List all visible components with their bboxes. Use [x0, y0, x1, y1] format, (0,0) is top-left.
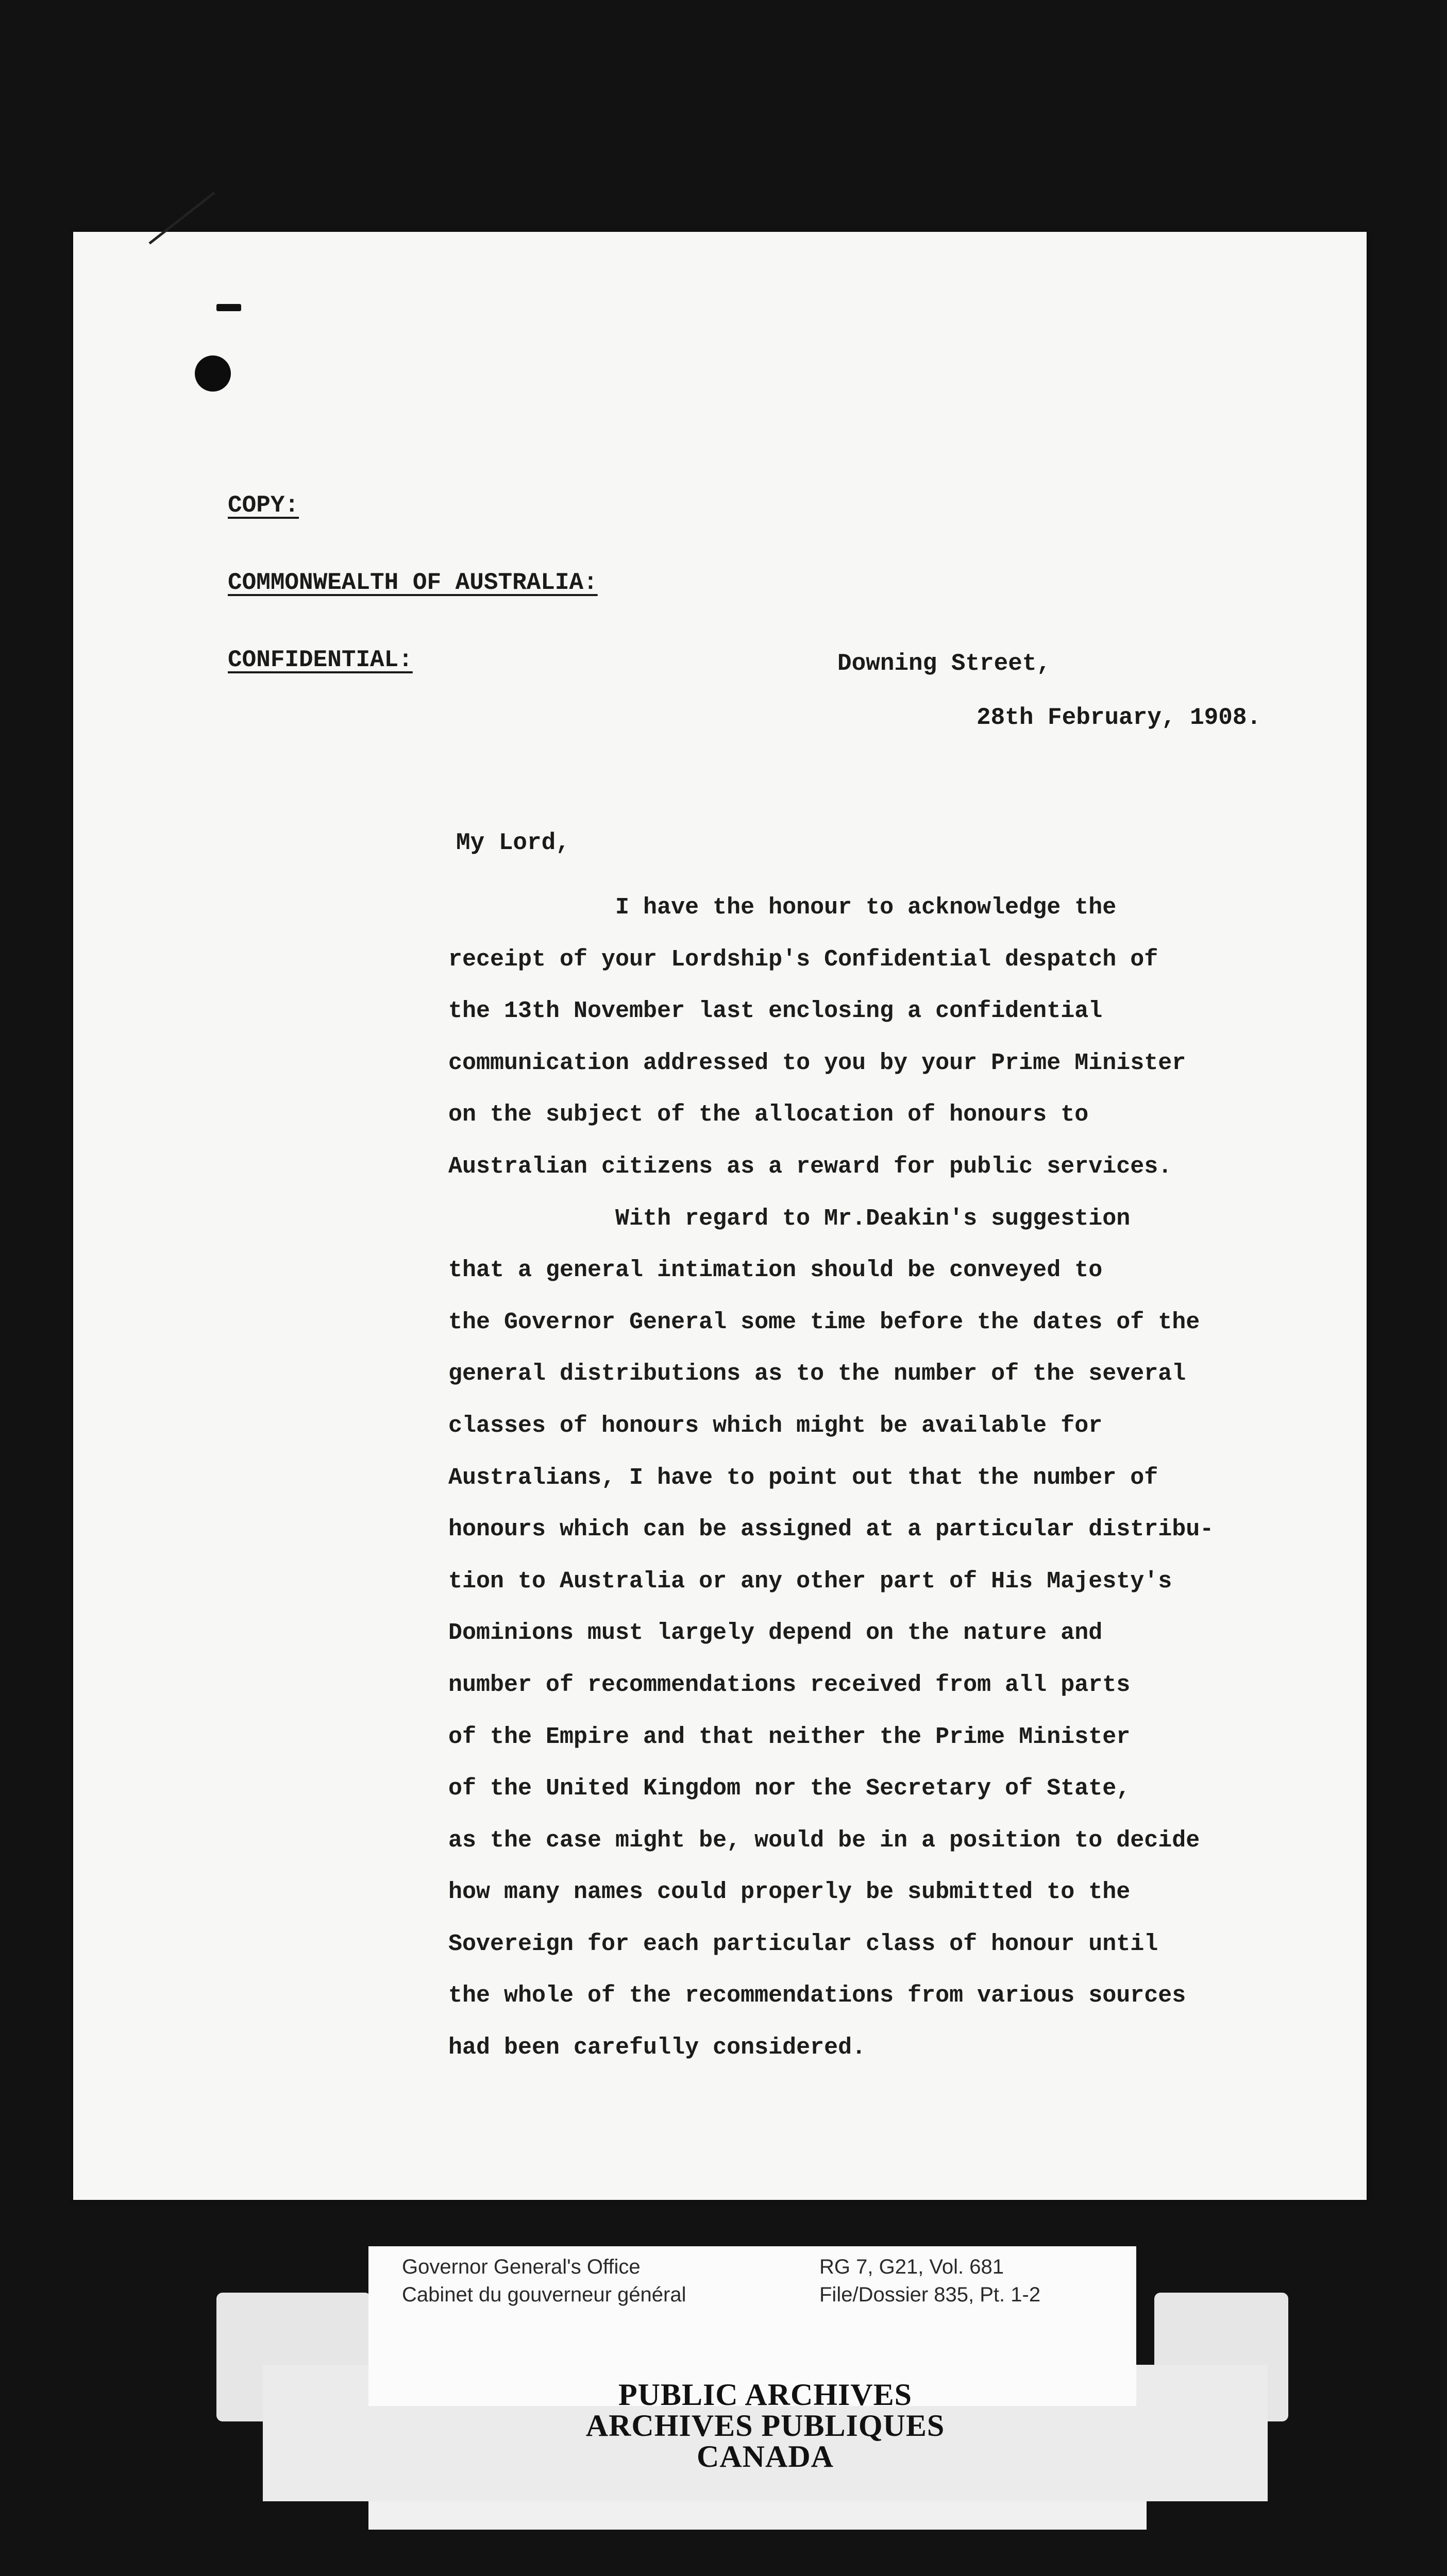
archive-office-fr: Cabinet du gouverneur général [402, 2283, 686, 2306]
body-line: that a general intimation should be conveyed to [448, 1257, 1103, 1284]
body-line: of the United Kingdom nor the Secretary of State, [448, 1775, 1131, 1802]
body-line: Dominions must largely depend on the nature and [448, 1620, 1103, 1647]
address-line: Downing Street, [837, 650, 1051, 677]
date-line: 28th February, 1908. [977, 704, 1261, 731]
body-line: honours which can be assigned at a particular distribu- [448, 1516, 1214, 1543]
letter-body [448, 882, 1324, 2074]
punch-hole-mark [195, 355, 231, 392]
archive-office-en: Governor General's Office [402, 2256, 641, 2278]
heading-commonwealth: COMMONWEALTH OF AUSTRALIA: [228, 569, 598, 596]
body-line: on the subject of the allocation of honours to [448, 1101, 1089, 1128]
body-line: Australians, I have to point out that the number of [448, 1464, 1158, 1491]
body-line: Sovereign for each particular class of honour until [448, 1930, 1158, 1957]
archive-stamp-canada: CANADA [697, 2439, 834, 2473]
body-line: I have the honour to acknowledge the [448, 894, 1117, 921]
body-line: number of recommendations received from all parts [448, 1671, 1131, 1698]
body-line: general distributions as to the number of the several [448, 1361, 1186, 1387]
body-line: how many names could properly be submitted to the [448, 1879, 1131, 1906]
body-line: the Governor General some time before the dates of the [448, 1309, 1200, 1335]
body-line: the whole of the recommendations from various sources [448, 1982, 1186, 2009]
archive-ref-volume: RG 7, G21, Vol. 681 [819, 2256, 1004, 2278]
salutation: My Lord, [456, 829, 570, 856]
body-line: tion to Australia or any other part of His Majesty's [448, 1568, 1172, 1595]
archive-stamp-public-archives: PUBLIC ARCHIVES [618, 2378, 913, 2412]
body-line: communication addressed to you by your Prime Minister [448, 1049, 1186, 1076]
body-line: classes of honours which might be available for [448, 1412, 1103, 1439]
ink-dash-mark [216, 304, 241, 311]
body-line: receipt of your Lordship's Confidential despatch of [448, 946, 1158, 973]
body-line: as the case might be, would be in a position to decide [448, 1827, 1200, 1854]
heading-confidential: CONFIDENTIAL: [228, 647, 413, 673]
body-line: Australian citizens as a reward for public services. [448, 1153, 1172, 1180]
body-line: of the Empire and that neither the Prime Minister [448, 1723, 1131, 1750]
body-line: had been carefully considered. [448, 2035, 866, 2061]
heading-copy: COPY: [228, 492, 299, 519]
body-line: the 13th November last enclosing a confidential [448, 998, 1103, 1025]
archive-ref-file: File/Dossier 835, Pt. 1-2 [819, 2283, 1041, 2306]
body-line: With regard to Mr.Deakin's suggestion [448, 1205, 1131, 1232]
archive-stamp-strip [368, 2501, 1147, 2530]
archive-stamp-archives-publiques: ARCHIVES PUBLIQUES [585, 2409, 945, 2443]
